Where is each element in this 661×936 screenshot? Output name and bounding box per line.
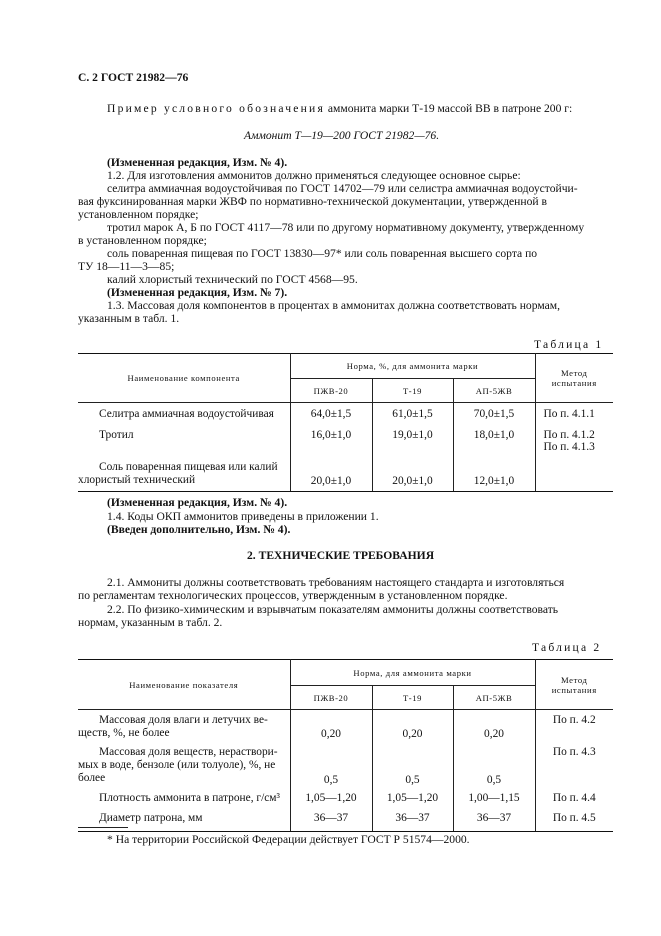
table2-row3-line0: Диаметр патрона, мм — [78, 808, 290, 832]
p12-line-6: соль поваренная пищевая по ГОСТ 13830—97* или соль поваренная высшего сорта по — [107, 247, 538, 260]
table2-col-method: Метод испытания — [535, 660, 613, 710]
table-row — [78, 403, 613, 423]
table1 — [78, 353, 613, 492]
table2-grade-2: АП-5ЖВ — [453, 686, 535, 710]
table1-row1-name: Тротил — [78, 423, 290, 455]
p12-line-5: в установленном порядке; — [78, 234, 207, 247]
p12-line-7: ТУ 18—11—3—85; — [78, 260, 175, 273]
table1-row0-v2: 70,0±1,5 — [453, 403, 535, 423]
table2-row0-line1: ществ, %, не более — [78, 727, 170, 739]
example-designation: Аммонит Т—19—200 ГОСТ 21982—76. — [244, 129, 440, 142]
p12-line-4: тротил марок А, Б по ГОСТ 4117—78 или по другому нормативному документу, утвержденному — [107, 221, 585, 234]
example-line — [107, 101, 572, 116]
p21-line-0: 2.1. Аммониты должны соответствовать требованиям настоящего стандарта и изготовляться — [107, 576, 565, 589]
table1-col-norm: Норма, %, для аммонита марки — [290, 354, 535, 379]
table1-row1-v2: 18,0±1,0 — [453, 423, 535, 455]
table2-row1-line0: Массовая доля веществ, нераствори- — [99, 745, 278, 758]
p14: 1.4. Коды ОКП аммонитов приведены в приложении 1. — [107, 510, 379, 523]
p22-line-0: 2.2. По физико-химическим и взрывчатым показателям аммониты должны соответствовать — [107, 603, 559, 616]
p12-line-3: установленном порядке; — [78, 208, 199, 221]
table1-row2-name2: хлористый технический — [78, 473, 196, 486]
revision-note-1: (Измененная редакция, Изм. № 4). — [107, 156, 288, 169]
table2-row1-v2: 0,5 — [453, 742, 535, 788]
table1-row2-name: Соль поваренная пищевая или калий — [99, 460, 278, 473]
table2-row1-v0: 0,5 — [290, 742, 372, 788]
table2-row0-v0: 0,20 — [290, 710, 372, 742]
table2-row3-v0: 36—37 — [290, 808, 372, 832]
revision-note-4: (Введен дополнительно, Изм. № 4). — [107, 523, 291, 536]
table2-row1-line2: более — [78, 771, 106, 784]
table2-col-name: Наименование показателя — [78, 660, 290, 710]
table2-row0-line0: Массовая доля влаги и летучих ве- — [99, 714, 268, 726]
table2-row3-v1: 36—37 — [372, 808, 453, 832]
p12-line-0: 1.2. Для изготовления аммонитов должно применяться следующее основное сырье: — [107, 169, 521, 182]
table1-row0-v1: 61,0±1,5 — [372, 403, 453, 423]
table1-row1-v1: 19,0±1,0 — [372, 423, 453, 455]
table2-row2-v2: 1,00—1,15 — [453, 788, 535, 808]
table1-grade-0: ПЖВ-20 — [290, 379, 372, 403]
table-row — [78, 808, 613, 832]
table1-row2-v2: 12,0±1,0 — [453, 455, 535, 492]
table1-col-name: Наименование компонента — [78, 354, 290, 403]
table1-row1-v0: 16,0±1,0 — [290, 423, 372, 455]
p12-line-1: селитра аммиачная водоустойчивая по ГОСТ 14702—79 или селистра аммиачная водоустойчи- — [107, 182, 578, 195]
page-header: С. 2 ГОСТ 21982—76 — [78, 71, 189, 84]
p13-line-1: указанным в табл. 1. — [78, 312, 180, 325]
table1-grade-1: Т-19 — [372, 379, 453, 403]
table2-caption: Таблица 2 — [532, 641, 602, 654]
table2-row0-v2: 0,20 — [453, 710, 535, 742]
table1-row1-method: По п. 4.1.2 — [543, 428, 595, 441]
table2-row1-v1: 0,5 — [372, 742, 453, 788]
table2-col-norm: Норма, для аммонита марки — [290, 660, 535, 686]
table2-grade-1: Т-19 — [372, 686, 453, 710]
table2-row3-method: По п. 4.5 — [535, 808, 613, 832]
table-row — [78, 742, 613, 788]
table1-row1-method2: По п. 4.1.3 — [543, 440, 595, 453]
table1-row0-method: По п. 4.1.1 — [535, 403, 613, 423]
table1-caption: Таблица 1 — [534, 338, 604, 351]
p13-line-0: 1.3. Массовая доля компонентов в процентах в аммонитах должна соответствовать нормам, — [107, 299, 560, 312]
table1-row2-method — [535, 455, 613, 492]
table2 — [78, 659, 613, 832]
table1-col-method: Метод испытания — [535, 354, 613, 403]
p12-line-8: калий хлористый технический по ГОСТ 4568—95. — [107, 273, 358, 286]
p21-line-1: по регламентам технологических процессов, утвержденным в установленном порядке. — [78, 589, 508, 602]
section-title: 2. ТЕХНИЧЕСКИЕ ТРЕБОВАНИЯ — [247, 549, 435, 562]
table2-grade-0: ПЖВ-20 — [290, 686, 372, 710]
table-row — [78, 788, 613, 808]
example-rest: аммонита марки Т-19 массой ВВ в патроне 200 г: — [327, 102, 573, 115]
footnote-divider — [78, 827, 128, 828]
table1-row0-name: Селитра аммиачная водоустойчивая — [78, 403, 290, 423]
table2-row2-method: По п. 4.4 — [535, 788, 613, 808]
footnote: * На территории Российской Федерации действует ГОСТ Р 51574—2000. — [107, 833, 470, 846]
table-row — [78, 710, 613, 742]
table-row — [78, 423, 613, 455]
table2-row1-method: По п. 4.3 — [535, 742, 613, 788]
table-row — [78, 455, 613, 492]
table2-row2-v0: 1,05—1,20 — [290, 788, 372, 808]
revision-note-2: (Измененная редакция, Изм. № 7). — [107, 286, 288, 299]
example-intro: Пример условного обозначения — [107, 102, 325, 115]
table1-row2-v0: 20,0±1,0 — [290, 455, 372, 492]
table2-row0-method: По п. 4.2 — [535, 710, 613, 742]
p12-line-2: вая фуксинированная марки ЖВФ по нормативно-технической документации, утвержденной в — [78, 195, 547, 208]
table2-row3-v2: 36—37 — [453, 808, 535, 832]
table1-grade-2: АП-5ЖВ — [453, 379, 535, 403]
table2-row2-v1: 1,05—1,20 — [372, 788, 453, 808]
table2-row1-line1: мых в воде, бензоле (или толуоле), %, не — [78, 758, 276, 771]
revision-note-3: (Измененная редакция, Изм. № 4). — [107, 496, 288, 509]
table2-row0-v1: 0,20 — [372, 710, 453, 742]
p22-line-1: нормам, указанным в табл. 2. — [78, 616, 223, 629]
table2-row2-line0: Плотность аммонита в патроне, г/см³ — [78, 788, 290, 808]
table1-row2-v1: 20,0±1,0 — [372, 455, 453, 492]
table1-row0-v0: 64,0±1,5 — [290, 403, 372, 423]
